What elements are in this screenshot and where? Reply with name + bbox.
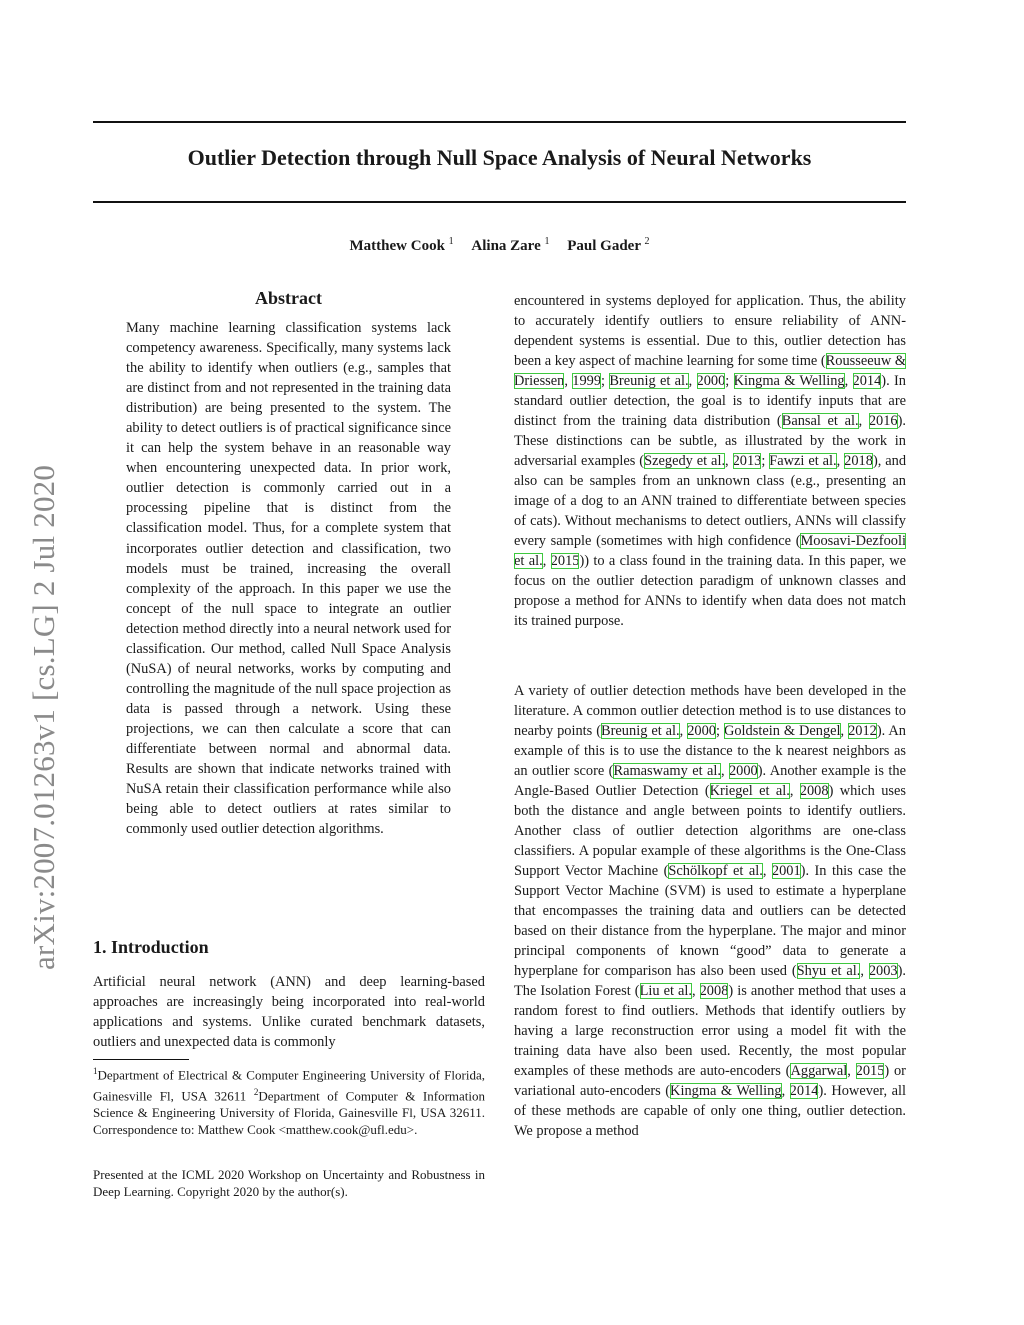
paragraph-text: ). In standard outlier detection, the goal is to identify inputs that are distinct from the training data distribution ( <box>514 373 906 429</box>
paragraph-text: ). In this case the Support Vector Machine (SVM) is used to estimate a hyperplane that encompasses the training data and outliers can be detected based on their distance from the hyperplane. The major and minor principal components of known “good” data to generate a hyperplane for comparison has also been used ( <box>514 863 906 979</box>
paragraph-text: , <box>762 863 772 879</box>
author-affiliation-mark: 2 <box>644 236 650 247</box>
citation-link[interactable]: 2012 <box>848 723 877 739</box>
introduction-paragraph-right-1 <box>514 291 906 631</box>
citation-link[interactable]: Shyu et al. <box>796 963 861 979</box>
citation-link[interactable]: Kriegel et al. <box>709 783 790 799</box>
citation-link[interactable]: Breunig et al. <box>609 373 689 389</box>
footnote-mark: 1 <box>93 1066 98 1076</box>
citation-link[interactable]: Moosavi-Dezfooli et al. <box>514 533 906 569</box>
citation-link[interactable]: Szegedy et al. <box>644 453 726 469</box>
paragraph-text: , <box>720 763 729 779</box>
section-heading-introduction: 1. Introduction <box>93 937 209 957</box>
author-name: Paul Gader <box>567 238 641 254</box>
paragraph-text: , <box>564 373 573 389</box>
citation-link[interactable]: 2014 <box>789 1083 819 1099</box>
author <box>567 238 649 254</box>
citation-link[interactable]: 2000 <box>728 763 758 779</box>
citation-link[interactable]: 2008 <box>699 983 729 999</box>
paragraph-text: ; <box>601 373 610 389</box>
paragraph-text: ). Another example is the Angle-Based Outlier Detection ( <box>514 763 906 799</box>
citation-link[interactable]: Bansal et al. <box>781 413 859 429</box>
paragraph-text: ). An example of this is to use the distance to the k nearest neighbors as an outlier score ( <box>514 723 907 779</box>
paragraph-text: ) is another method that uses a random forest to find outliers. Methods that identify outliers by having a large reconstruction error using a model fit with the training data have also been used. Recently, the most popular examples of these methods are auto-encoders ( <box>514 983 906 1079</box>
paragraph-text: ; <box>761 453 770 469</box>
author-affiliation-mark: 1 <box>544 236 550 247</box>
citation-link[interactable]: 2018 <box>844 453 873 469</box>
arxiv-identifier-stamp: arXiv:2007.01263v1 [cs.LG] 2 Jul 2020 <box>26 464 61 970</box>
citation-link[interactable]: 2001 <box>771 863 801 879</box>
paragraph-text: , <box>858 413 869 429</box>
citation-link[interactable]: Kingma & Welling <box>670 1083 782 1099</box>
citation-link[interactable]: Kingma & Welling <box>733 373 845 389</box>
citation-link[interactable]: Fawzi et al. <box>769 453 837 469</box>
citation-link[interactable]: 2003 <box>868 963 898 979</box>
citation-link[interactable]: 2013 <box>732 453 762 469</box>
paragraph-text: A variety of outlier detection methods have been developed in the literature. A common outlier detection method is to use distances to nearby points ( <box>514 683 906 739</box>
paragraph-text: ). These distinctions can be subtle, as illustrated by the work in adversarial examples ( <box>514 413 906 469</box>
citation-link[interactable]: Breunig et al. <box>601 723 680 739</box>
citation-link[interactable]: 2000 <box>687 723 716 739</box>
citation-link[interactable]: Aggarwal <box>790 1063 848 1079</box>
author-list <box>93 236 906 255</box>
citation-link[interactable]: 2016 <box>868 413 898 429</box>
paragraph-text: , <box>844 373 853 389</box>
paragraph-text: ). The Isolation Forest ( <box>514 963 906 999</box>
abstract-text: Many machine learning classification systems lack competency awareness. Specifically, many systems lack the ability to identify when outliers (e.g., samples that are distinct from and not represented in the training data distribution) are being presented to the system. The ability to detect outliers is of practical significance since it can help the system behave in an reasonable way when encountering unexpected data. In prior work, outlier detection is commonly carried out in a processing pipeline that is distinct from the classification model. Thus, for a complete system that incorporates outlier detection and classification, two models must be trained, increasing the overall complexity of the approach. In this paper we use the concept of the null space to integrate an outlier detection method directly into a neural network used for classification. Our method, called Null Space Analysis (NuSA) of neural networks, works by computing and controlling the magnitude of the null space projection as data is passed through a network. Using these projections, we can then calculate a score that can differentiate between normal and abnormal data. Results are shown that indicate networks trained with NuSA retain their classification performance while also being able to detect outliers at rates similar to commonly used outlier detection algorithms. <box>126 320 451 838</box>
paper-title: Outlier Detection through Null Space Analysis of Neural Networks <box>187 145 812 170</box>
citation-link[interactable]: Liu et al. <box>639 983 692 999</box>
citation-link[interactable]: Rousseeuw & Driessen <box>514 353 907 389</box>
paragraph-text: , <box>542 553 551 569</box>
citation-link[interactable]: 1999 <box>572 373 602 389</box>
paragraph-text: ) or variational auto-encoders ( <box>514 1063 906 1099</box>
citation-link[interactable]: Goldstein & Dengel <box>723 723 841 739</box>
paragraph-text: , <box>789 783 800 799</box>
abstract-heading: Abstract <box>255 288 322 308</box>
author-affiliation-mark: 1 <box>448 236 454 247</box>
citation-link[interactable]: 2014 <box>852 373 882 389</box>
author-name: Matthew Cook <box>349 238 445 254</box>
author <box>350 238 454 254</box>
footnote-affiliation-2: Department of Computer & Information Science & Engineering University of Florida, Gainesville Fl, USA 32611. Correspondence to: Matthew Cook <matthew.cook@ufl.edu>. <box>93 1087 485 1138</box>
paragraph-text: , <box>725 453 733 469</box>
paragraph-text: , <box>691 983 700 999</box>
paragraph-text: encountered in systems deployed for application. Thus, the ability to accurately identify outliers to ensure reliability of ANN-dependent systems is essential. Due to this, outlier detection has been a key aspect of machine learning for some time ( <box>514 293 906 369</box>
paragraph-text: , <box>679 723 688 739</box>
paragraph-text: , <box>836 453 845 469</box>
citation-link[interactable]: Schölkopf et al. <box>668 863 763 879</box>
top-rule <box>93 121 906 123</box>
workshop-copyright-note: Presented at the ICML 2020 Workshop on Uncertainty and Robustness in Deep Learning. Copyright 2020 by the author(s). <box>93 1167 485 1200</box>
footnote-separator <box>93 1059 189 1060</box>
paragraph-text: , <box>688 373 697 389</box>
paragraph-text: , <box>860 963 869 979</box>
citation-link[interactable]: 2000 <box>696 373 726 389</box>
author <box>471 238 549 254</box>
paragraph-text: ; <box>725 373 734 389</box>
paragraph-text: , <box>840 723 849 739</box>
citation-link[interactable]: Ramaswamy et al. <box>613 763 721 779</box>
paragraph-text: ), and also can be samples from an unknown class (e.g., presenting an image of a dog to an ANN trained to differentiate between species of cats). Without mechanisms to detect outliers, ANNs will classify every sample (sometimes with high confidence ( <box>514 453 907 549</box>
paragraph-text: ) which uses both the distance and angle between points to identify outliers. Another class of outlier detection algorithms are one-class classifiers. A popular example of these algorithms is the One-Class Support Vector Machine ( <box>514 783 906 879</box>
paragraph-text: ). However, all of these methods are capable of only one thing, outlier detection. We propose a method <box>514 1083 906 1139</box>
footnote-affiliation-1: Department of Electrical & Computer Engineering University of Florida, Gainesville Fl, USA 32611 <box>93 1067 485 1103</box>
affiliation-footnote <box>93 1063 485 1138</box>
paragraph-text: , <box>847 1063 856 1079</box>
footnote-mark: 2 <box>253 1086 259 1097</box>
paragraph-text: ; <box>715 723 724 739</box>
paragraph-text: )) to a class found in the training data. In this paper, we focus on the outlier detection paradigm of unknown classes and propose a method for ANNs to identify when data does not match its trained purpose. <box>514 553 906 629</box>
introduction-paragraph-right-2 <box>514 681 906 1141</box>
author-name: Alina Zare <box>471 238 541 254</box>
citation-link[interactable]: 2015 <box>550 553 580 569</box>
title-bottom-rule <box>93 201 906 203</box>
citation-link[interactable]: 2008 <box>799 783 829 799</box>
citation-link[interactable]: 2015 <box>855 1063 885 1079</box>
introduction-paragraph: Artificial neural network (ANN) and deep learning-based approaches are increasingly being incorporated into real-world applications and systems. Unlike curated benchmark datasets, outliers and unexpected data is commonly <box>93 974 485 1050</box>
paragraph-text: , <box>781 1083 790 1099</box>
